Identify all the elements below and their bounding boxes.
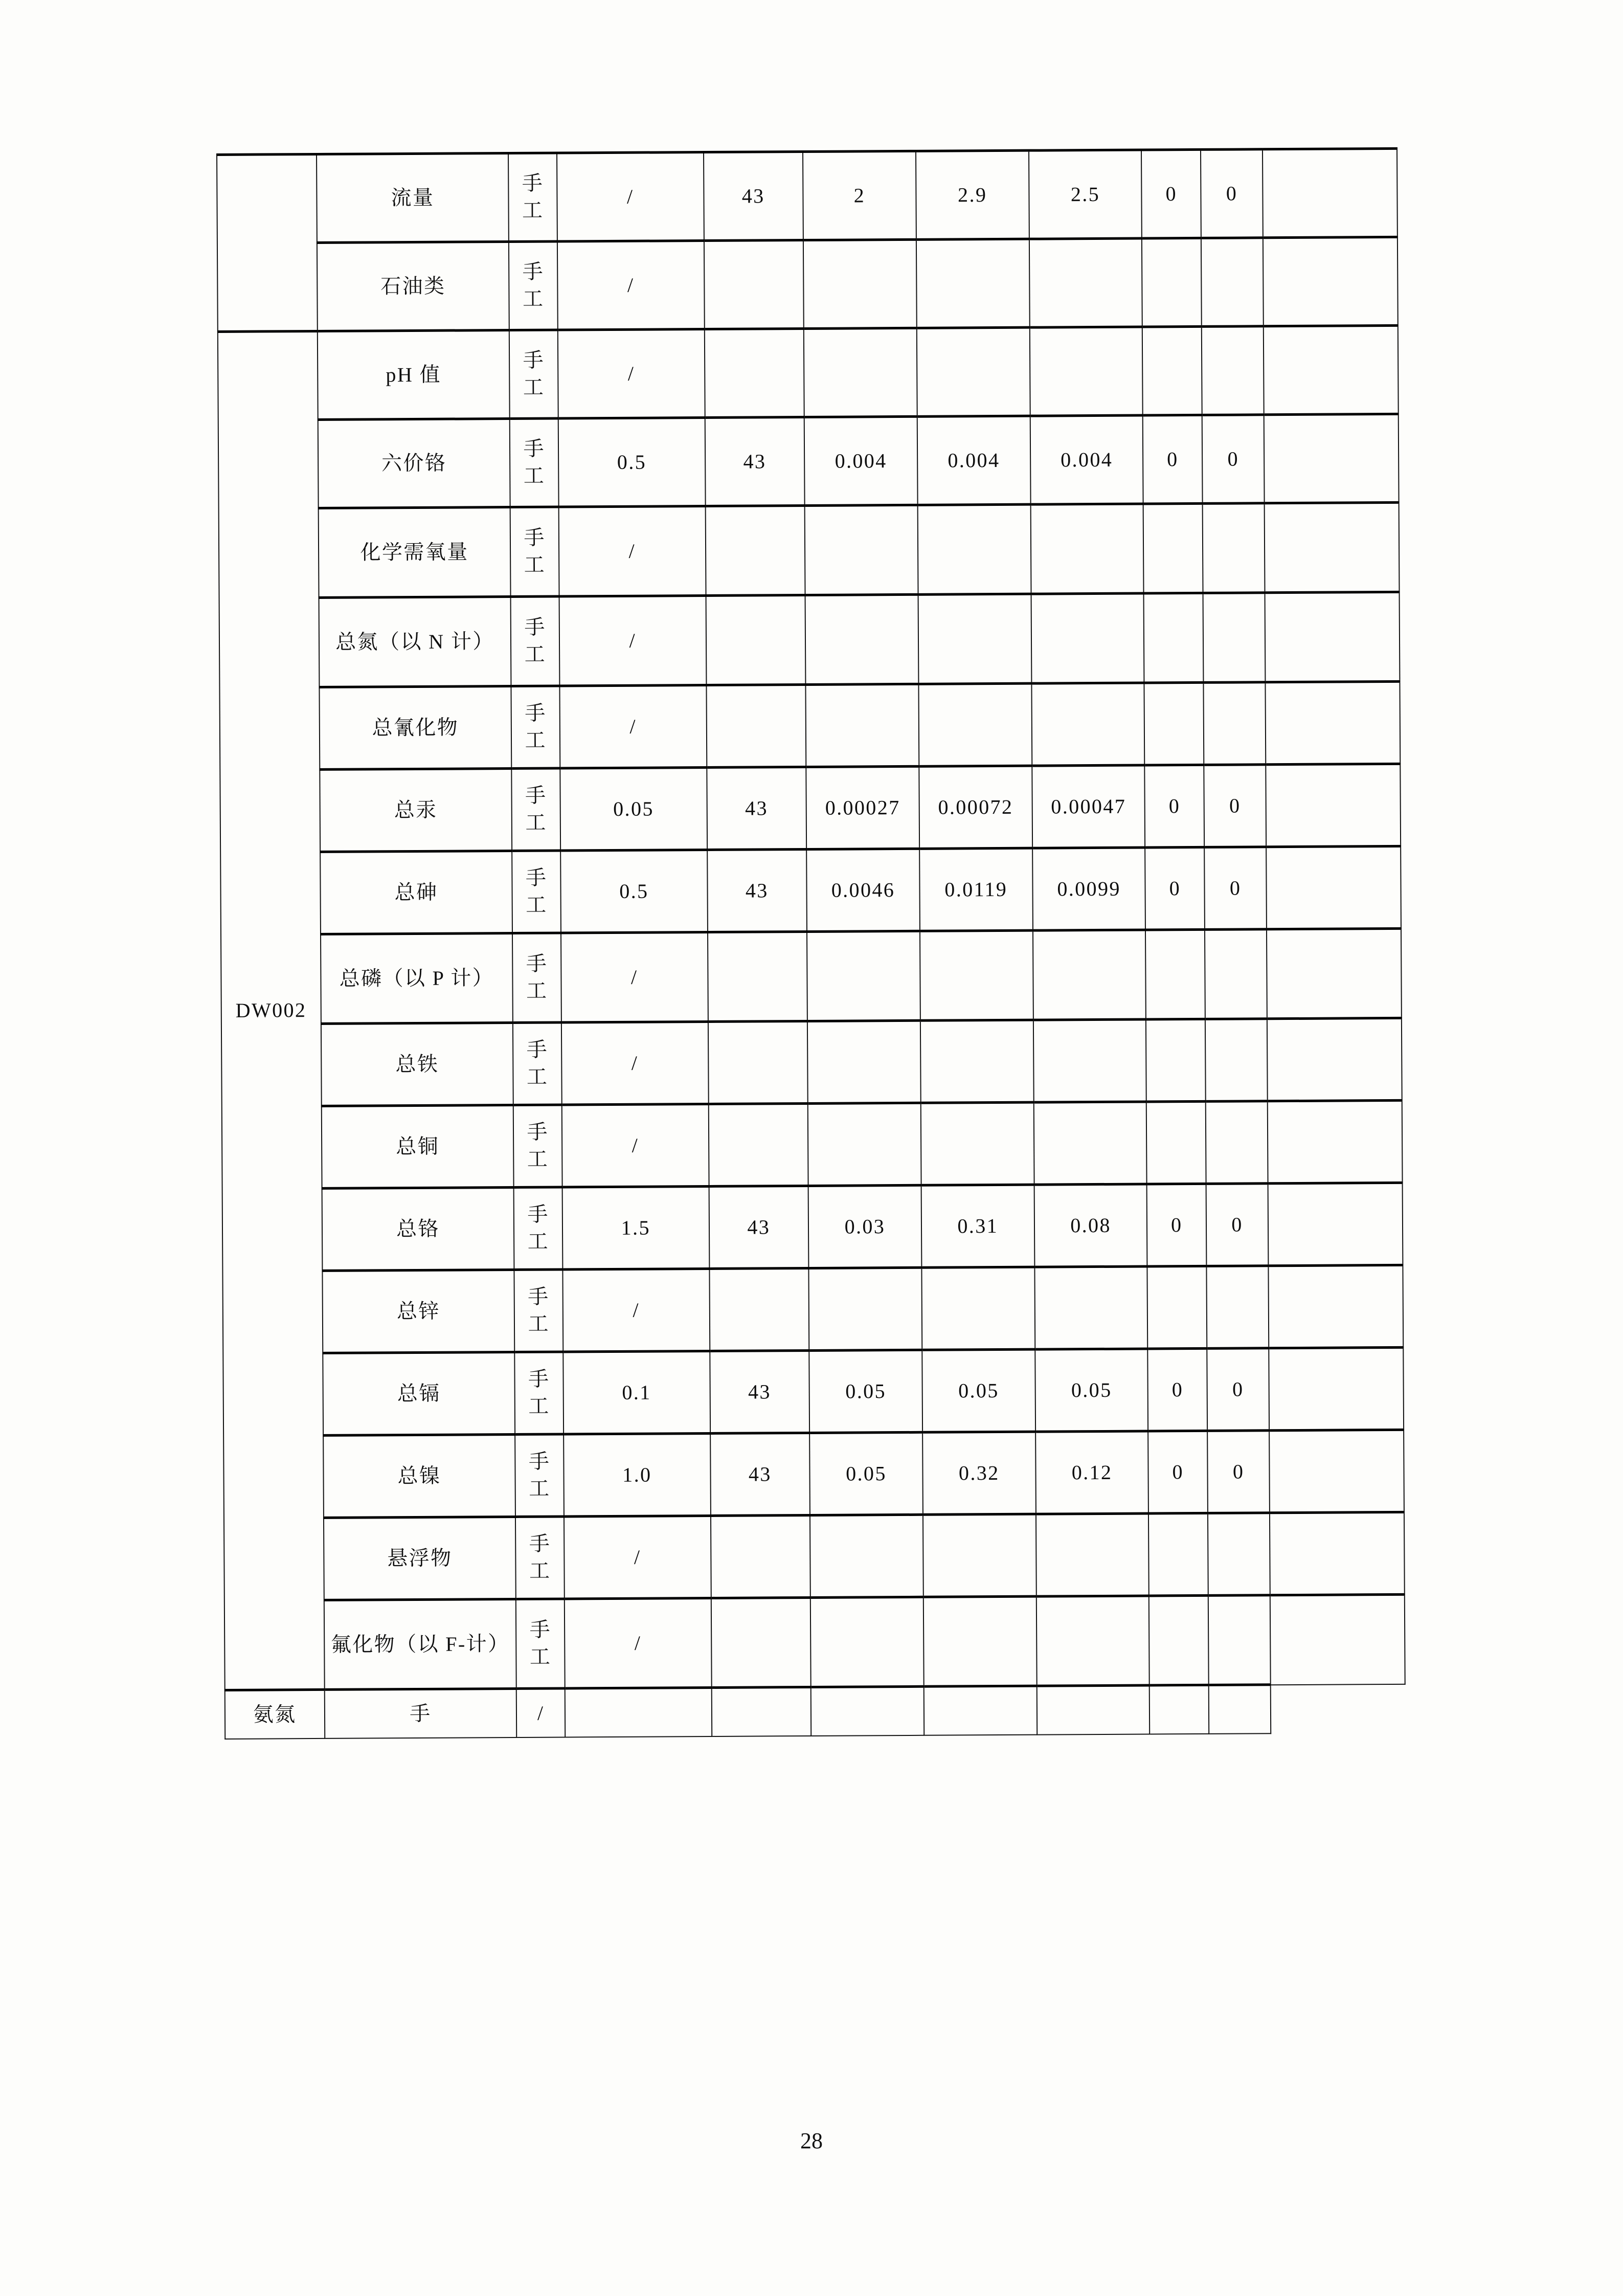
method-cell: 手 工	[514, 1187, 562, 1269]
sample-count-cell: 43	[704, 151, 803, 240]
pollutant-name-cell: 总磷（以 P 计）	[321, 933, 513, 1023]
exceed-count-cell: 0	[1147, 1184, 1206, 1266]
min-value-cell	[806, 684, 919, 767]
method-cell: 手	[324, 1688, 516, 1738]
limit-value-cell: /	[558, 329, 705, 418]
max-value-cell	[917, 504, 1031, 594]
exceed-count-cell	[1142, 326, 1202, 415]
avg-value-cell	[1033, 1019, 1147, 1102]
exceed-count-cell: 0	[1148, 1431, 1208, 1513]
pollutant-name-cell: 总汞	[320, 768, 512, 852]
exceed-rate-cell: 0	[1204, 847, 1267, 930]
sample-count-cell	[708, 931, 807, 1021]
table-row	[220, 846, 1401, 934]
max-value-cell	[923, 1596, 1037, 1686]
exceed-rate-cell: 0	[1206, 1184, 1269, 1266]
min-value-cell: 0.03	[808, 1185, 922, 1268]
remark-cell	[1270, 1594, 1405, 1684]
sample-count-cell	[709, 1268, 809, 1351]
limit-value-cell: /	[557, 241, 704, 330]
min-value-cell	[711, 1687, 811, 1736]
remark-cell	[1263, 237, 1398, 326]
avg-value-cell	[1036, 1513, 1149, 1596]
exceed-rate-cell: 0	[1202, 415, 1265, 504]
limit-value-cell: /	[559, 596, 706, 686]
remark-cell	[1270, 1512, 1405, 1595]
sample-count-cell	[704, 240, 803, 329]
pollutant-name-cell: 总铬	[322, 1187, 514, 1270]
max-value-cell	[920, 1020, 1034, 1103]
exceed-rate-cell	[1207, 1266, 1269, 1349]
sample-count-cell	[706, 595, 805, 685]
sample-count-cell: 43	[710, 1433, 810, 1515]
table-row	[224, 1512, 1405, 1600]
table-row	[219, 681, 1400, 770]
source-id-cell-empty	[217, 154, 317, 331]
pollutant-name-cell: 流量	[317, 153, 509, 243]
remark-cell	[1265, 502, 1400, 592]
exceed-count-cell	[1144, 682, 1204, 765]
method-cell: 手 工	[509, 330, 558, 418]
limit-value-cell: /	[559, 506, 706, 596]
exceed-rate-cell	[1203, 503, 1265, 593]
sample-count-cell	[711, 1597, 810, 1687]
page-number: 28	[800, 2128, 823, 2153]
max-value-cell	[923, 1514, 1036, 1597]
avg-value-cell	[924, 1686, 1037, 1735]
sample-count-cell: 43	[707, 849, 807, 932]
remark-cell	[1267, 1018, 1402, 1101]
exceed-rate-cell	[1208, 1513, 1270, 1596]
sample-count-cell	[704, 328, 804, 417]
min-value-cell	[810, 1514, 923, 1597]
method-cell: 手 工	[511, 686, 560, 768]
min-value-cell	[805, 594, 919, 684]
avg-value-cell	[1031, 683, 1145, 766]
table-row	[219, 592, 1400, 687]
max-value-cell: 2.9	[916, 150, 1029, 239]
method-cell: 手 工	[510, 507, 559, 596]
avg-value-cell: 0.00047	[1032, 765, 1145, 848]
exceed-count-cell	[1144, 593, 1204, 683]
avg-value-cell	[1029, 327, 1143, 416]
max-value-cell: 0.004	[917, 416, 1031, 505]
exceed-rate-cell	[1203, 593, 1266, 683]
remark-cell	[1263, 148, 1397, 237]
pollutant-name-cell: 化学需氧量	[318, 507, 511, 597]
table-row	[221, 1018, 1402, 1106]
method-cell: 手 工	[514, 1269, 563, 1352]
exceed-rate-cell: 0	[1204, 765, 1266, 848]
pollutant-monitoring-table	[216, 147, 1406, 1740]
min-value-cell	[807, 931, 920, 1021]
max-value-cell	[917, 327, 1030, 416]
exceed-count-cell: 0	[1143, 415, 1203, 504]
avg-value-cell	[1031, 593, 1144, 683]
pollutant-monitoring-table-wrapper	[216, 147, 1406, 1740]
table-row	[222, 1265, 1403, 1353]
avg-value-cell	[1033, 930, 1146, 1020]
sample-count-cell	[708, 1021, 807, 1104]
method-cell: 手 工	[513, 1105, 562, 1187]
exceed-rate-cell	[1205, 929, 1267, 1019]
max-value-cell	[916, 239, 1030, 328]
table-row	[222, 1100, 1403, 1189]
limit-value-cell: 0.5	[558, 418, 705, 507]
max-value-cell: 0.31	[921, 1185, 1034, 1267]
max-value-cell	[918, 683, 1032, 766]
remark-cell	[1264, 414, 1399, 503]
method-cell: 手 工	[516, 1599, 565, 1688]
limit-value-cell: /	[516, 1688, 565, 1737]
avg-value-cell: 0.0099	[1032, 848, 1146, 930]
exceed-rate-cell	[1208, 1595, 1271, 1685]
max-value-cell: 0.00072	[919, 766, 1032, 849]
exceed-count-cell	[1143, 503, 1203, 593]
table-row	[218, 325, 1399, 420]
exceed-count-cell: 0	[1145, 765, 1204, 848]
avg-value-cell: 0.004	[1030, 415, 1143, 504]
exceed-count-cell: 0	[1145, 847, 1205, 930]
avg-value-cell: 0.12	[1035, 1431, 1149, 1514]
table-body	[217, 148, 1405, 1739]
remark-cell	[1267, 928, 1402, 1018]
avg-value-cell: 2.5	[1029, 150, 1142, 239]
remark-cell	[1266, 846, 1401, 929]
table-row	[223, 1430, 1404, 1518]
exceed-count-cell	[1142, 238, 1202, 327]
min-value-cell: 0.05	[809, 1432, 923, 1515]
pollutant-name-cell: 氟化物（以 F-计）	[324, 1599, 516, 1689]
pollutant-name-cell: 总镍	[323, 1434, 516, 1518]
method-cell: 手 工	[512, 768, 560, 851]
min-value-cell: 2	[803, 151, 916, 240]
table-row	[218, 414, 1399, 508]
exceed-rate-cell: 0	[1207, 1348, 1269, 1431]
exceed-rate-cell	[1201, 238, 1264, 327]
table-row	[219, 502, 1400, 598]
min-value-cell: 0.0046	[806, 849, 920, 931]
method-cell: 手 工	[515, 1352, 563, 1434]
table-row	[217, 148, 1397, 243]
pollutant-name-cell: 总铁	[321, 1022, 513, 1106]
exceed-count-cell	[1147, 1266, 1207, 1349]
exceed-count-cell	[1146, 1019, 1205, 1102]
pollutant-name-cell: pH 值	[317, 330, 510, 420]
method-cell: 手 工	[511, 596, 560, 686]
sample-count-cell: 43	[707, 767, 806, 850]
remark-cell	[1265, 592, 1400, 682]
table-row	[225, 1684, 1405, 1739]
sample-count-cell	[711, 1515, 810, 1598]
remark-cell	[1266, 764, 1401, 846]
method-cell: 手 工	[510, 418, 559, 507]
pollutant-name-cell: 总铜	[321, 1105, 514, 1188]
pollutant-name-cell: 总氮（以 N 计）	[319, 596, 511, 687]
max-value-cell: 0.0119	[919, 848, 1033, 931]
min-value-cell	[808, 1103, 921, 1186]
exceed-rate-cell: 0	[1207, 1431, 1270, 1513]
max-value-cell: 0.32	[922, 1432, 1036, 1514]
limit-value-cell: 0.5	[560, 850, 707, 932]
min-value-cell	[805, 505, 918, 595]
min-value-cell	[803, 239, 917, 328]
exceed-count-cell	[1036, 1685, 1149, 1735]
limit-value-cell: /	[561, 1021, 708, 1104]
limit-value-cell: 1.0	[563, 1433, 710, 1516]
remark-cell	[1268, 1183, 1403, 1265]
sample-count-cell	[705, 505, 805, 595]
sample-count-cell: 43	[705, 417, 804, 506]
limit-value-cell: /	[559, 685, 706, 768]
pollutant-name-cell: 悬浮物	[323, 1517, 516, 1600]
sample-count-cell	[706, 684, 806, 767]
limit-value-cell: 0.1	[563, 1351, 710, 1434]
table-row	[221, 928, 1402, 1024]
source-id-cell: DW002	[218, 331, 324, 1690]
exceed-count-cell	[1149, 1595, 1209, 1685]
method-cell: 手 工	[513, 1022, 561, 1105]
limit-value-cell: /	[565, 1598, 711, 1688]
remark-cell	[1269, 1430, 1404, 1512]
pollutant-name-cell: 总镉	[323, 1352, 515, 1435]
pollutant-name-cell: 总锌	[322, 1269, 515, 1353]
method-cell: 手 工	[512, 851, 561, 933]
remark-cell	[1264, 325, 1399, 414]
remark-cell	[1268, 1265, 1403, 1348]
exceed-count-cell	[1148, 1513, 1208, 1596]
limit-value-cell: /	[562, 1104, 709, 1187]
exceed-count-cell: 0	[1141, 149, 1201, 238]
sample-count-cell	[565, 1687, 712, 1737]
sample-count-cell: 43	[709, 1186, 808, 1268]
sample-count-cell: 43	[710, 1350, 809, 1433]
method-cell: 手 工	[509, 241, 558, 330]
min-value-cell: 0.05	[809, 1350, 922, 1433]
min-value-cell: 0.004	[804, 416, 918, 505]
pollutant-name-cell: 总氰化物	[319, 686, 512, 769]
pollutant-name-cell: 石油类	[317, 242, 509, 331]
max-value-cell	[920, 930, 1033, 1020]
limit-value-cell: /	[562, 1268, 709, 1351]
min-value-cell	[804, 328, 917, 417]
table-row	[223, 1347, 1404, 1436]
exceed-count-cell	[1145, 929, 1205, 1019]
avg-value-cell	[1029, 238, 1143, 327]
table-row	[222, 1183, 1403, 1271]
avg-value-cell	[1034, 1266, 1148, 1349]
method-cell: 手 工	[512, 933, 561, 1022]
limit-value-cell: 1.5	[562, 1186, 709, 1269]
max-value-cell	[921, 1102, 1034, 1185]
avg-value-cell	[1036, 1596, 1149, 1686]
limit-value-cell: /	[564, 1515, 711, 1598]
exceed-rate-cell: 0	[1201, 149, 1263, 238]
max-value-cell	[918, 594, 1031, 684]
pollutant-name-cell: 总砷	[320, 851, 513, 934]
exceed-rate-cell	[1149, 1685, 1209, 1734]
exceed-rate-cell	[1206, 1101, 1268, 1184]
exceed-rate-cell	[1205, 1019, 1268, 1102]
exceed-rate-cell	[1204, 682, 1266, 765]
limit-value-cell: 0.05	[560, 767, 707, 850]
avg-value-cell: 0.05	[1035, 1349, 1148, 1432]
method-cell: 手 工	[508, 153, 557, 241]
avg-value-cell: 0.08	[1034, 1184, 1147, 1267]
min-value-cell	[807, 1020, 921, 1103]
table-row	[224, 1594, 1405, 1690]
limit-value-cell: /	[557, 152, 704, 241]
min-value-cell	[810, 1597, 924, 1687]
method-cell: 手 工	[515, 1434, 564, 1517]
max-value-cell: 0.05	[922, 1349, 1035, 1432]
exceed-count-cell	[1146, 1101, 1206, 1184]
pollutant-name-cell: 氨氮	[225, 1689, 325, 1739]
table-row	[217, 237, 1398, 331]
exceed-count-cell: 0	[1148, 1348, 1207, 1431]
min-value-cell	[808, 1267, 922, 1350]
remark-cell	[1209, 1685, 1271, 1734]
avg-value-cell	[1030, 504, 1144, 594]
remark-cell	[1265, 681, 1400, 764]
pollutant-name-cell: 六价铬	[318, 419, 510, 508]
remark-cell	[1268, 1100, 1403, 1183]
limit-value-cell: /	[561, 932, 708, 1022]
exceed-rate-cell	[1202, 326, 1264, 415]
max-value-cell	[811, 1686, 924, 1736]
remark-cell	[1269, 1347, 1404, 1430]
avg-value-cell	[1033, 1102, 1147, 1185]
method-cell: 手 工	[515, 1517, 564, 1599]
table-row	[220, 764, 1401, 852]
sample-count-cell	[708, 1103, 808, 1186]
max-value-cell	[921, 1267, 1035, 1350]
min-value-cell: 0.00027	[806, 766, 919, 849]
